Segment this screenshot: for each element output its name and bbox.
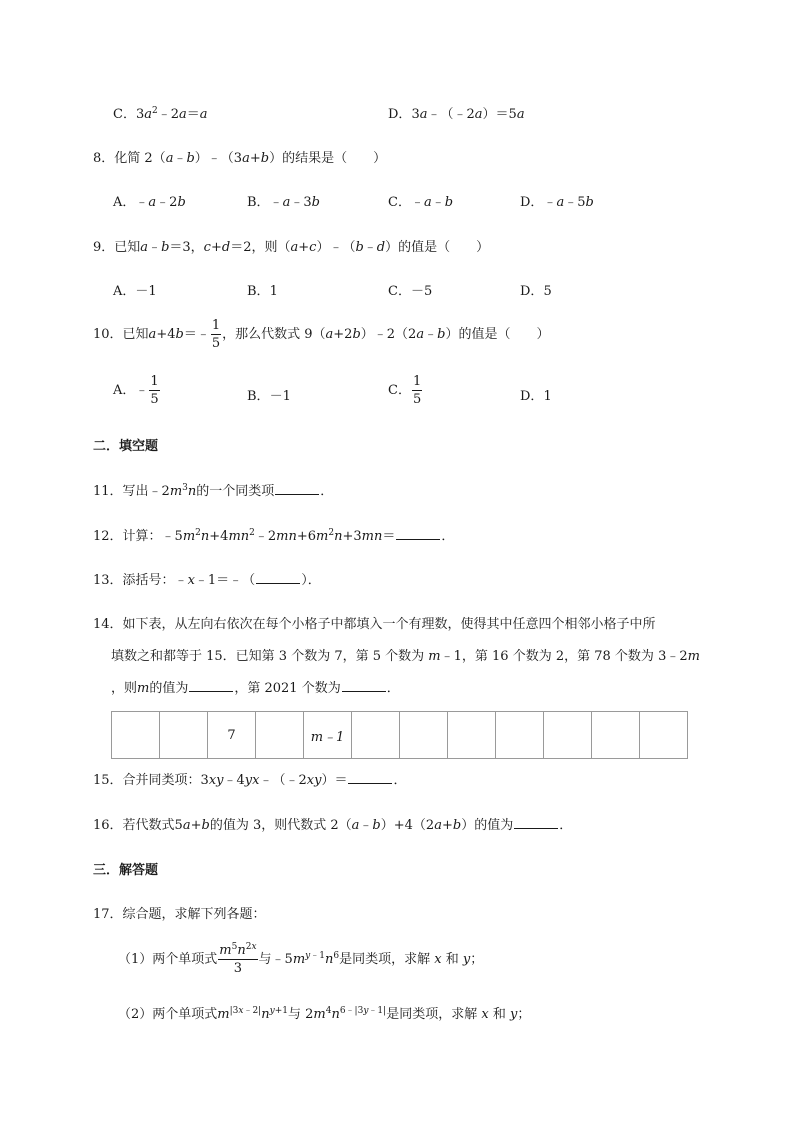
grid-cell[interactable] — [496, 712, 544, 759]
q8-option-d[interactable]: D．﹣a﹣5b — [520, 195, 594, 210]
grid-cell[interactable] — [544, 712, 592, 759]
q7-option-d[interactable] — [388, 103, 525, 122]
answer-blank[interactable] — [342, 679, 386, 692]
answer-blank[interactable] — [348, 771, 392, 784]
q9-option-b[interactable]: B．1 — [247, 284, 278, 299]
fraction: $\frac{1}{5}$ — [211, 318, 221, 351]
question-12: 12．计算：$﹣5m^2n+4mn^2﹣2mn+6m^2n+3mn=$ ． — [93, 528, 455, 544]
option-expression: 3a﹣（﹣2a）＝5a — [411, 107, 525, 122]
question-17-part-1: （1）两个单项式 $\frac{m^5n^{2x}}{3}$ 与$﹣5m^{y﹣1}n^6$是同类项，求解 x 和 y； — [118, 942, 484, 976]
q9-option-c[interactable]: C．－5 — [388, 284, 433, 299]
question-10-stem: 10．已知a+4b＝﹣ $\frac{1}{5}$ ，那么代数式 9（a+2b）﹣2（2a﹣b）的值是（ ） — [93, 318, 550, 351]
q8-option-a[interactable]: A．﹣a﹣2b — [113, 195, 186, 210]
q9-option-a[interactable]: A．－1 — [113, 284, 157, 299]
number-grid — [111, 711, 688, 759]
question-14-line-2: 填数之和都等于 15．已知第 3 个数为 7，第 5 个数为 m﹣1，第 16 个数为 2，第 78 个数为 3﹣2m — [111, 649, 700, 664]
grid-cell[interactable] — [160, 712, 208, 759]
q8-option-c[interactable]: C．﹣a﹣b — [388, 195, 454, 210]
grid-cell[interactable] — [112, 712, 160, 759]
answer-blank[interactable] — [275, 482, 319, 495]
q7-option-c[interactable] — [113, 103, 208, 122]
q8-option-b[interactable]: B．﹣a﹣3b — [247, 195, 320, 210]
question-14-line-1: 14．如下表，从左向右依次在每个小格子中都填入一个有理数，使得其中任意四个相邻小格子中所 — [93, 617, 656, 632]
question-17-part-2: （2）两个单项式$m^{|3x﹣2|}n^{y+1}$与 $2m^4n^{6﹣|3y﹣1|}$是同类项，求解 x 和 y； — [118, 1006, 531, 1022]
question-13: 13．添括号：﹣x﹣1＝﹣（ ）． — [93, 573, 321, 588]
grid-cell[interactable] — [448, 712, 496, 759]
answer-blank[interactable] — [396, 527, 440, 540]
answer-blank[interactable] — [256, 571, 300, 584]
grid-cell[interactable] — [400, 712, 448, 759]
question-16: 16．若代数式5a+b的值为 3，则代数式 2（a﹣b）+4（2a+b）的值为 ． — [93, 818, 573, 833]
answer-blank[interactable] — [189, 679, 233, 692]
q10-option-d[interactable]: D．1 — [520, 389, 552, 404]
question-11: 11．写出$﹣2m^3n$的一个同类项 ． — [93, 483, 334, 499]
section-heading: 三．解答题 — [93, 863, 159, 878]
q10-option-a[interactable]: A．﹣ $\frac{1}{5}$ — [113, 374, 159, 407]
question-14-line-3: ，则m的值为 ，第 2021 个数为 ． — [111, 681, 400, 696]
question-15: 15．合并同类项：3xy﹣4yx﹣（﹣2xy）＝ ． — [93, 773, 407, 788]
q10-option-b[interactable]: B．－1 — [247, 389, 291, 404]
option-expression: $3a^2﹣2a=a$ — [135, 106, 208, 122]
fraction: $\frac{m^5n^{2x}}{3}$ — [219, 942, 257, 976]
option-label: D． — [388, 107, 412, 122]
answer-blank[interactable] — [514, 816, 558, 829]
section-heading: 二．填空题 — [93, 439, 159, 454]
question-8-stem: 8．化简 2（a﹣b）﹣（3a+b）的结果是（ ） — [93, 151, 387, 166]
grid-cell[interactable]: 7 — [208, 712, 256, 759]
table-row — [112, 712, 688, 759]
q10-option-c[interactable]: C． $\frac{1}{5}$ — [388, 374, 422, 407]
grid-cell[interactable] — [640, 712, 688, 759]
question-17-stem: 17．综合题，求解下列各题： — [93, 907, 266, 922]
q9-option-d[interactable]: D．5 — [520, 284, 552, 299]
grid-cell[interactable] — [256, 712, 304, 759]
grid-cell[interactable] — [352, 712, 400, 759]
grid-cell[interactable]: m﹣1 — [304, 712, 352, 759]
question-9-stem: 9．已知a﹣b＝3，c+d＝2，则（a+c）﹣（b﹣d）的值是（ ） — [93, 240, 490, 255]
option-label: C． — [113, 107, 136, 122]
grid-cell[interactable] — [592, 712, 640, 759]
